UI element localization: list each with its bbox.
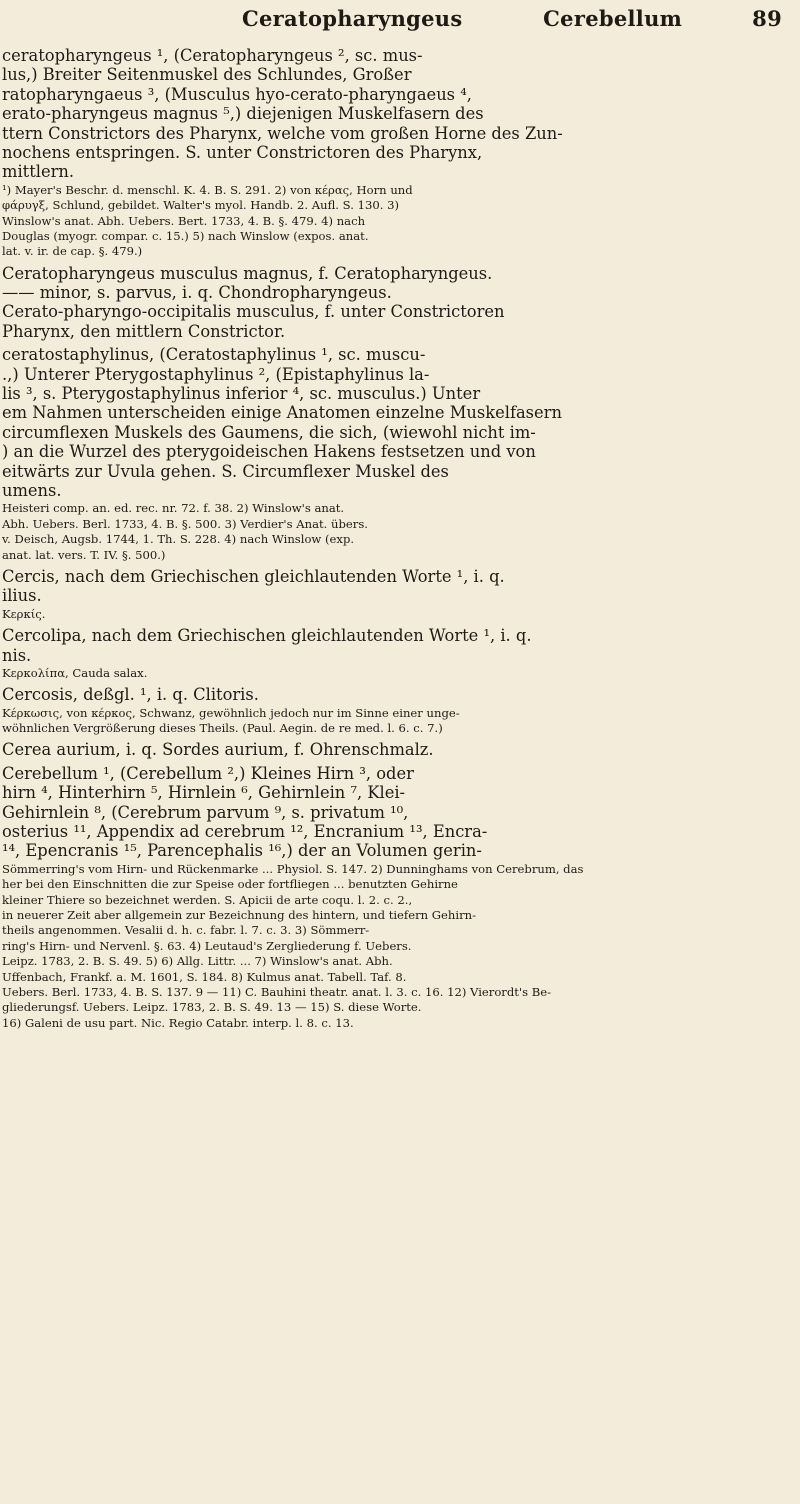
- entry-text-line: lus,) Breiter Seitenmuskel des Schlundes, Großer: [2, 65, 412, 85]
- footnotes: [2, 607, 782, 622]
- entry-text-line: hirn ⁴, Hinterhirn ⁵, Hirnlein ⁶, Gehirnlein ⁷, Klei-: [2, 783, 406, 803]
- footnotes: [2, 183, 782, 260]
- entry-text-line: mittlern.: [2, 162, 75, 182]
- dictionary-entries: [2, 46, 782, 1031]
- entry-text-line: nochens entspringen. S. unter Constrictoren des Pharynx,: [2, 142, 483, 162]
- footnote-line: Κερκίς.: [2, 606, 46, 621]
- footnote-line: Winslow's anat. Abh. Uebers. Bert. 1733, 4. B. §. 479. 4) nach: [2, 213, 366, 228]
- entry-text-line: ilius.: [2, 586, 42, 606]
- dictionary-entry: [2, 264, 782, 342]
- dictionary-entry: [2, 685, 782, 736]
- footnote-line: Κέρκωσις, von κέρκος, Schwanz, gewöhnlich jedoch nur im Sinne einer unge-: [2, 705, 460, 720]
- page-number: 89: [752, 6, 782, 31]
- entry-text-line: ttern Constrictors des Pharynx, welche vom großen Horne des Zun-: [2, 123, 563, 143]
- footnote-line: φάρυγξ, Schlund, gebildet. Walter's myol. Handb. 2. Aufl. S. 130. 3): [2, 198, 399, 213]
- footnotes: [2, 862, 782, 1031]
- entry-text-line: erato-pharyngeus magnus ⁵,) diejenigen Muskelfasern des: [2, 104, 484, 124]
- footnote-line: Uffenbach, Frankf. a. M. 1601, S. 184. 8) Kulmus anat. Tabell. Taf. 8.: [2, 969, 407, 984]
- entry-text-line: ratopharyngaeus ³, (Musculus hyo-cerato-pharyngaeus ⁴,: [2, 84, 472, 104]
- running-head-left: Ceratopharyngeus: [242, 6, 463, 31]
- entry-text-line: Gehirnlein ⁸, (Cerebrum parvum ⁹, s. privatum ¹⁰,: [2, 802, 409, 822]
- footnote-line: 16) Galeni de usu part. Nic. Regio Catabr. interp. l. 8. c. 13.: [2, 1015, 354, 1030]
- dictionary-entry: [2, 740, 782, 759]
- footnote-line: v. Deisch, Augsb. 1744, 1. Th. S. 228. 4) nach Winslow (exp.: [2, 532, 355, 547]
- entry-text-line: Cerato-pharyngo-occipitalis musculus, f. unter Constrictoren: [2, 302, 505, 322]
- footnote-line: ring's Hirn- und Nervenl. §. 63. 4) Leutaud's Zergliederung f. Uebers.: [2, 938, 412, 953]
- footnote-line: in neuerer Zeit aber allgemein zur Bezeichnung des hintern, und tiefern Gehirn-: [2, 907, 476, 922]
- entry-text-line: Cerebellum ¹, (Cerebellum ²,) Kleines Hirn ³, oder: [2, 763, 414, 783]
- footnotes: [2, 501, 782, 563]
- running-head: [2, 0, 782, 46]
- entry-text-line: ¹⁴, Epencranis ¹⁵, Parencephalis ¹⁶,) der an Volumen gerin-: [2, 841, 482, 861]
- dictionary-entry: [2, 626, 782, 681]
- footnote-line: theils angenommen. Vesalii d. h. c. fabr. l. 7. c. 3. 3) Sömmerr-: [2, 923, 370, 938]
- entry-text-line: ) an die Wurzel des pterygoideischen Hakens festsetzen und von: [2, 442, 536, 462]
- footnote-line: Douglas (myogr. compar. c. 15.) 5) nach Winslow (expos. anat.: [2, 228, 369, 243]
- dictionary-entry: [2, 764, 782, 1031]
- footnote-line: Abh. Uebers. Berl. 1733, 4. B. §. 500. 3) Verdier's Anat. übers.: [2, 516, 368, 531]
- entry-text-line: Cercolipa, nach dem Griechischen gleichlautenden Worte ¹, i. q.: [2, 626, 532, 646]
- footnotes: [2, 666, 782, 681]
- entry-text-line: Pharynx, den mittlern Constrictor.: [2, 321, 286, 341]
- footnote-line: Leipz. 1783, 2. B. S. 49. 5) 6) Allg. Littr. ... 7) Winslow's anat. Abh.: [2, 954, 393, 969]
- footnote-line: Heisteri comp. an. ed. rec. nr. 72. f. 38. 2) Winslow's anat.: [2, 501, 345, 516]
- entry-text-line: em Nahmen unterscheiden einige Anatomen einzelne Muskelfasern: [2, 403, 562, 423]
- footnote-line: Uebers. Berl. 1733, 4. B. S. 137. 9 — 11) C. Bauhini theatr. anat. l. 3. c. 16. 12) Vierordt's Be-: [2, 984, 552, 999]
- footnote-line: her bei den Einschnitten die zur Speise oder fortfliegen ... benutzten Gehirne: [2, 877, 458, 892]
- entry-text-line: circumflexen Muskels des Gaumens, die sich, (wiewohl nicht im-: [2, 422, 536, 442]
- footnote-line: wöhnlichen Vergrößerung dieses Theils. (Paul. Aegin. de re med. l. 6. c. 7.): [2, 721, 443, 736]
- footnote-line: anat. lat. vers. T. IV. §. 500.): [2, 547, 166, 562]
- dictionary-entry: [2, 567, 782, 622]
- entry-text-line: .,) Unterer Pterygostaphylinus ², (Epistaphylinus la-: [2, 364, 430, 384]
- entry-text-line: ceratostaphylinus, (Ceratostaphylinus ¹, sc. muscu-: [2, 345, 426, 365]
- entry-text-line: —— minor, s. parvus, i. q. Chondropharyngeus.: [2, 283, 392, 303]
- entry-text-line: lis ³, s. Pterygostaphylinus inferior ⁴, sc. musculus.) Unter: [2, 384, 481, 404]
- entry-text-line: osterius ¹¹, Appendix ad cerebrum ¹², Encranium ¹³, Encra-: [2, 822, 488, 842]
- entry-text-line: ceratopharyngeus ¹, (Ceratopharyngeus ², sc. mus-: [2, 46, 423, 65]
- footnote-line: Sömmerring's vom Hirn- und Rückenmarke ... Physiol. S. 147. 2) Dunninghams von Cerebrum, das: [2, 861, 584, 876]
- footnote-line: Κερκολίπα, Cauda salax.: [2, 665, 148, 680]
- entry-text-line: Cercosis, deßgl. ¹, i. q. Clitoris.: [2, 685, 259, 705]
- footnote-line: ¹) Mayer's Beschr. d. menschl. K. 4. B. S. 291. 2) von κέρας, Horn und: [2, 182, 413, 197]
- dictionary-entry: [2, 46, 782, 260]
- entry-text-line: Cercis, nach dem Griechischen gleichlautenden Worte ¹, i. q.: [2, 566, 505, 586]
- entry-text-line: eitwärts zur Uvula gehen. S. Circumflexer Muskel des: [2, 461, 449, 481]
- running-head-right: Cerebellum: [543, 6, 683, 31]
- dictionary-entry: [2, 345, 782, 563]
- entry-text-line: nis.: [2, 645, 32, 665]
- footnotes: [2, 706, 782, 737]
- footnote-line: gliederungsf. Uebers. Leipz. 1783, 2. B. S. 49. 13 — 15) S. diese Worte.: [2, 1000, 422, 1015]
- entry-text-line: Ceratopharyngeus musculus magnus, f. Ceratopharyngeus.: [2, 263, 493, 283]
- footnote-line: lat. v. ir. de cap. §. 479.): [2, 244, 143, 259]
- footnote-line: kleiner Thiere so bezeichnet werden. S. Apicii de arte coqu. l. 2. c. 2.,: [2, 892, 413, 907]
- entry-text-line: Cerea aurium, i. q. Sordes aurium, f. Ohrenschmalz.: [2, 740, 434, 760]
- entry-text-line: umens.: [2, 480, 62, 500]
